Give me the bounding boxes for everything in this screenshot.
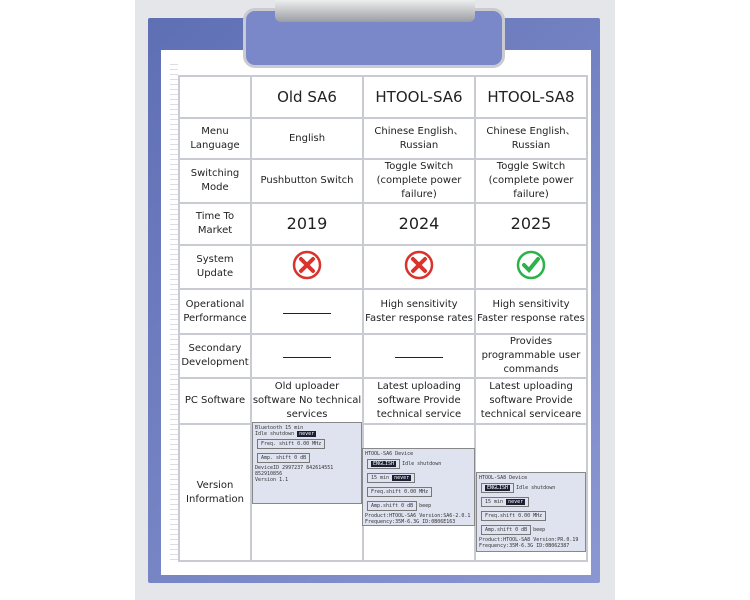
screen-text: 15 min — [285, 425, 304, 431]
table-row — [179, 334, 587, 378]
screen-text: Product:HTOOL-SA8 — [479, 537, 531, 543]
screen-text: Idle shutdown — [255, 431, 295, 437]
screen-text: Bluetooth — [255, 425, 283, 431]
table-cell: 2025 — [475, 203, 587, 245]
row-label: Operational Performance — [179, 289, 251, 334]
table-row — [179, 118, 587, 159]
screen-htool-sa6 — [362, 448, 475, 526]
table-cell: Latest uploading software Provide technical serviceare — [475, 378, 587, 424]
screen-text: Idle shutdown — [402, 461, 442, 467]
header-htool-sa8: HTOOL-SA8 — [475, 76, 587, 118]
row-label: Switching Mode — [179, 159, 251, 203]
table-cell: English — [251, 118, 363, 159]
screen-text: Freq. shift 0.00 MHz — [261, 441, 322, 447]
screen-text: HTOOL-SA8 — [479, 475, 507, 481]
screen-text: ENGLISH — [487, 485, 509, 491]
table-cell — [251, 245, 363, 289]
ruler — [170, 60, 178, 560]
dash — [395, 357, 443, 358]
screen-text: ID:0B062387 — [536, 543, 570, 549]
table-cell: 2024 — [363, 203, 475, 245]
table-cell: Chinese English、Russian — [363, 118, 475, 159]
screen-text: 15 min — [485, 499, 504, 505]
table-cell — [251, 334, 363, 378]
screen-text: ENGLISH — [373, 461, 395, 467]
table-cell: Chinese English、Russian — [475, 118, 587, 159]
row-label: Version Information — [179, 424, 251, 561]
clip-bar — [275, 0, 475, 22]
header-row — [179, 76, 587, 118]
dash — [283, 357, 331, 358]
row-label: Secondary Development — [179, 334, 251, 378]
row-label: System Update — [179, 245, 251, 289]
cross-icon — [292, 250, 322, 280]
screen-text: never — [299, 431, 315, 437]
table-cell: High sensitivity Faster response rates — [363, 289, 475, 334]
screen-text: Freq.shift 0.00 MHz — [485, 513, 543, 519]
screen-text: Frequency:35M-6.3G — [365, 519, 420, 525]
table-cell — [363, 334, 475, 378]
check-icon — [516, 250, 546, 280]
header-htool-sa6: HTOOL-SA6 — [363, 76, 475, 118]
screen-text: Amp.shift 0 dB — [485, 527, 528, 533]
screen-text: never — [508, 499, 524, 505]
screen-text: Product:HTOOL-SA6 — [365, 513, 417, 519]
cross-icon — [404, 250, 434, 280]
table-row — [179, 159, 587, 203]
table-cell: Pushbutton Switch — [251, 159, 363, 203]
screen-text: Amp. shift 0 dB — [261, 455, 307, 461]
screen-text: Version:SA6-2.0.1 — [419, 513, 471, 519]
table-cell: High sensitivity Faster response rates — [475, 289, 587, 334]
screen-text: ID:0B06E163 — [422, 519, 456, 525]
table-row — [179, 289, 587, 334]
screen-text: Idle shutdown — [516, 485, 556, 491]
table-cell: Provides programmable user commands — [475, 334, 587, 378]
row-label: Time To Market — [179, 203, 251, 245]
screen-text: Version:PR.0.19 — [533, 537, 579, 543]
dash — [283, 313, 331, 314]
screen-text: beep — [419, 503, 432, 509]
table-cell — [251, 289, 363, 334]
screen-text: 15 min — [371, 475, 390, 481]
header-empty — [179, 76, 251, 118]
row-label: PC Software — [179, 378, 251, 424]
screen-htool-sa8 — [476, 472, 586, 552]
screen-old-sa6 — [252, 422, 362, 504]
table-cell: 2019 — [251, 203, 363, 245]
screen-text: beep — [533, 527, 546, 533]
screen-text: never — [394, 475, 410, 481]
table-row — [179, 203, 587, 245]
table-cell: Latest uploading software Provide technical service — [363, 378, 475, 424]
row-label: Menu Language — [179, 118, 251, 159]
screen-text: DeviceID 2997237 842614551 852910856 — [255, 465, 334, 477]
screen-text: Frequency:35M-6.3G — [479, 543, 534, 549]
screen-text: Version 1.1 — [255, 477, 289, 483]
screen-text: HTOOL-SA6 — [365, 451, 393, 457]
table-cell: Toggle Switch (complete power failure) — [363, 159, 475, 203]
screen-text: Amp.shift 0 dB — [371, 503, 414, 509]
table-cell: Toggle Switch (complete power failure) — [475, 159, 587, 203]
header-old-sa6: Old SA6 — [251, 76, 363, 118]
screen-text: Device — [395, 451, 414, 457]
screen-text: Device — [509, 475, 528, 481]
table-cell: Old uploader software No technical services — [251, 378, 363, 424]
table-row — [179, 378, 587, 424]
screen-text: Freq.shift 0.00 MHz — [371, 489, 429, 495]
table-row — [179, 245, 587, 289]
table-cell — [475, 245, 587, 289]
table-cell — [363, 245, 475, 289]
